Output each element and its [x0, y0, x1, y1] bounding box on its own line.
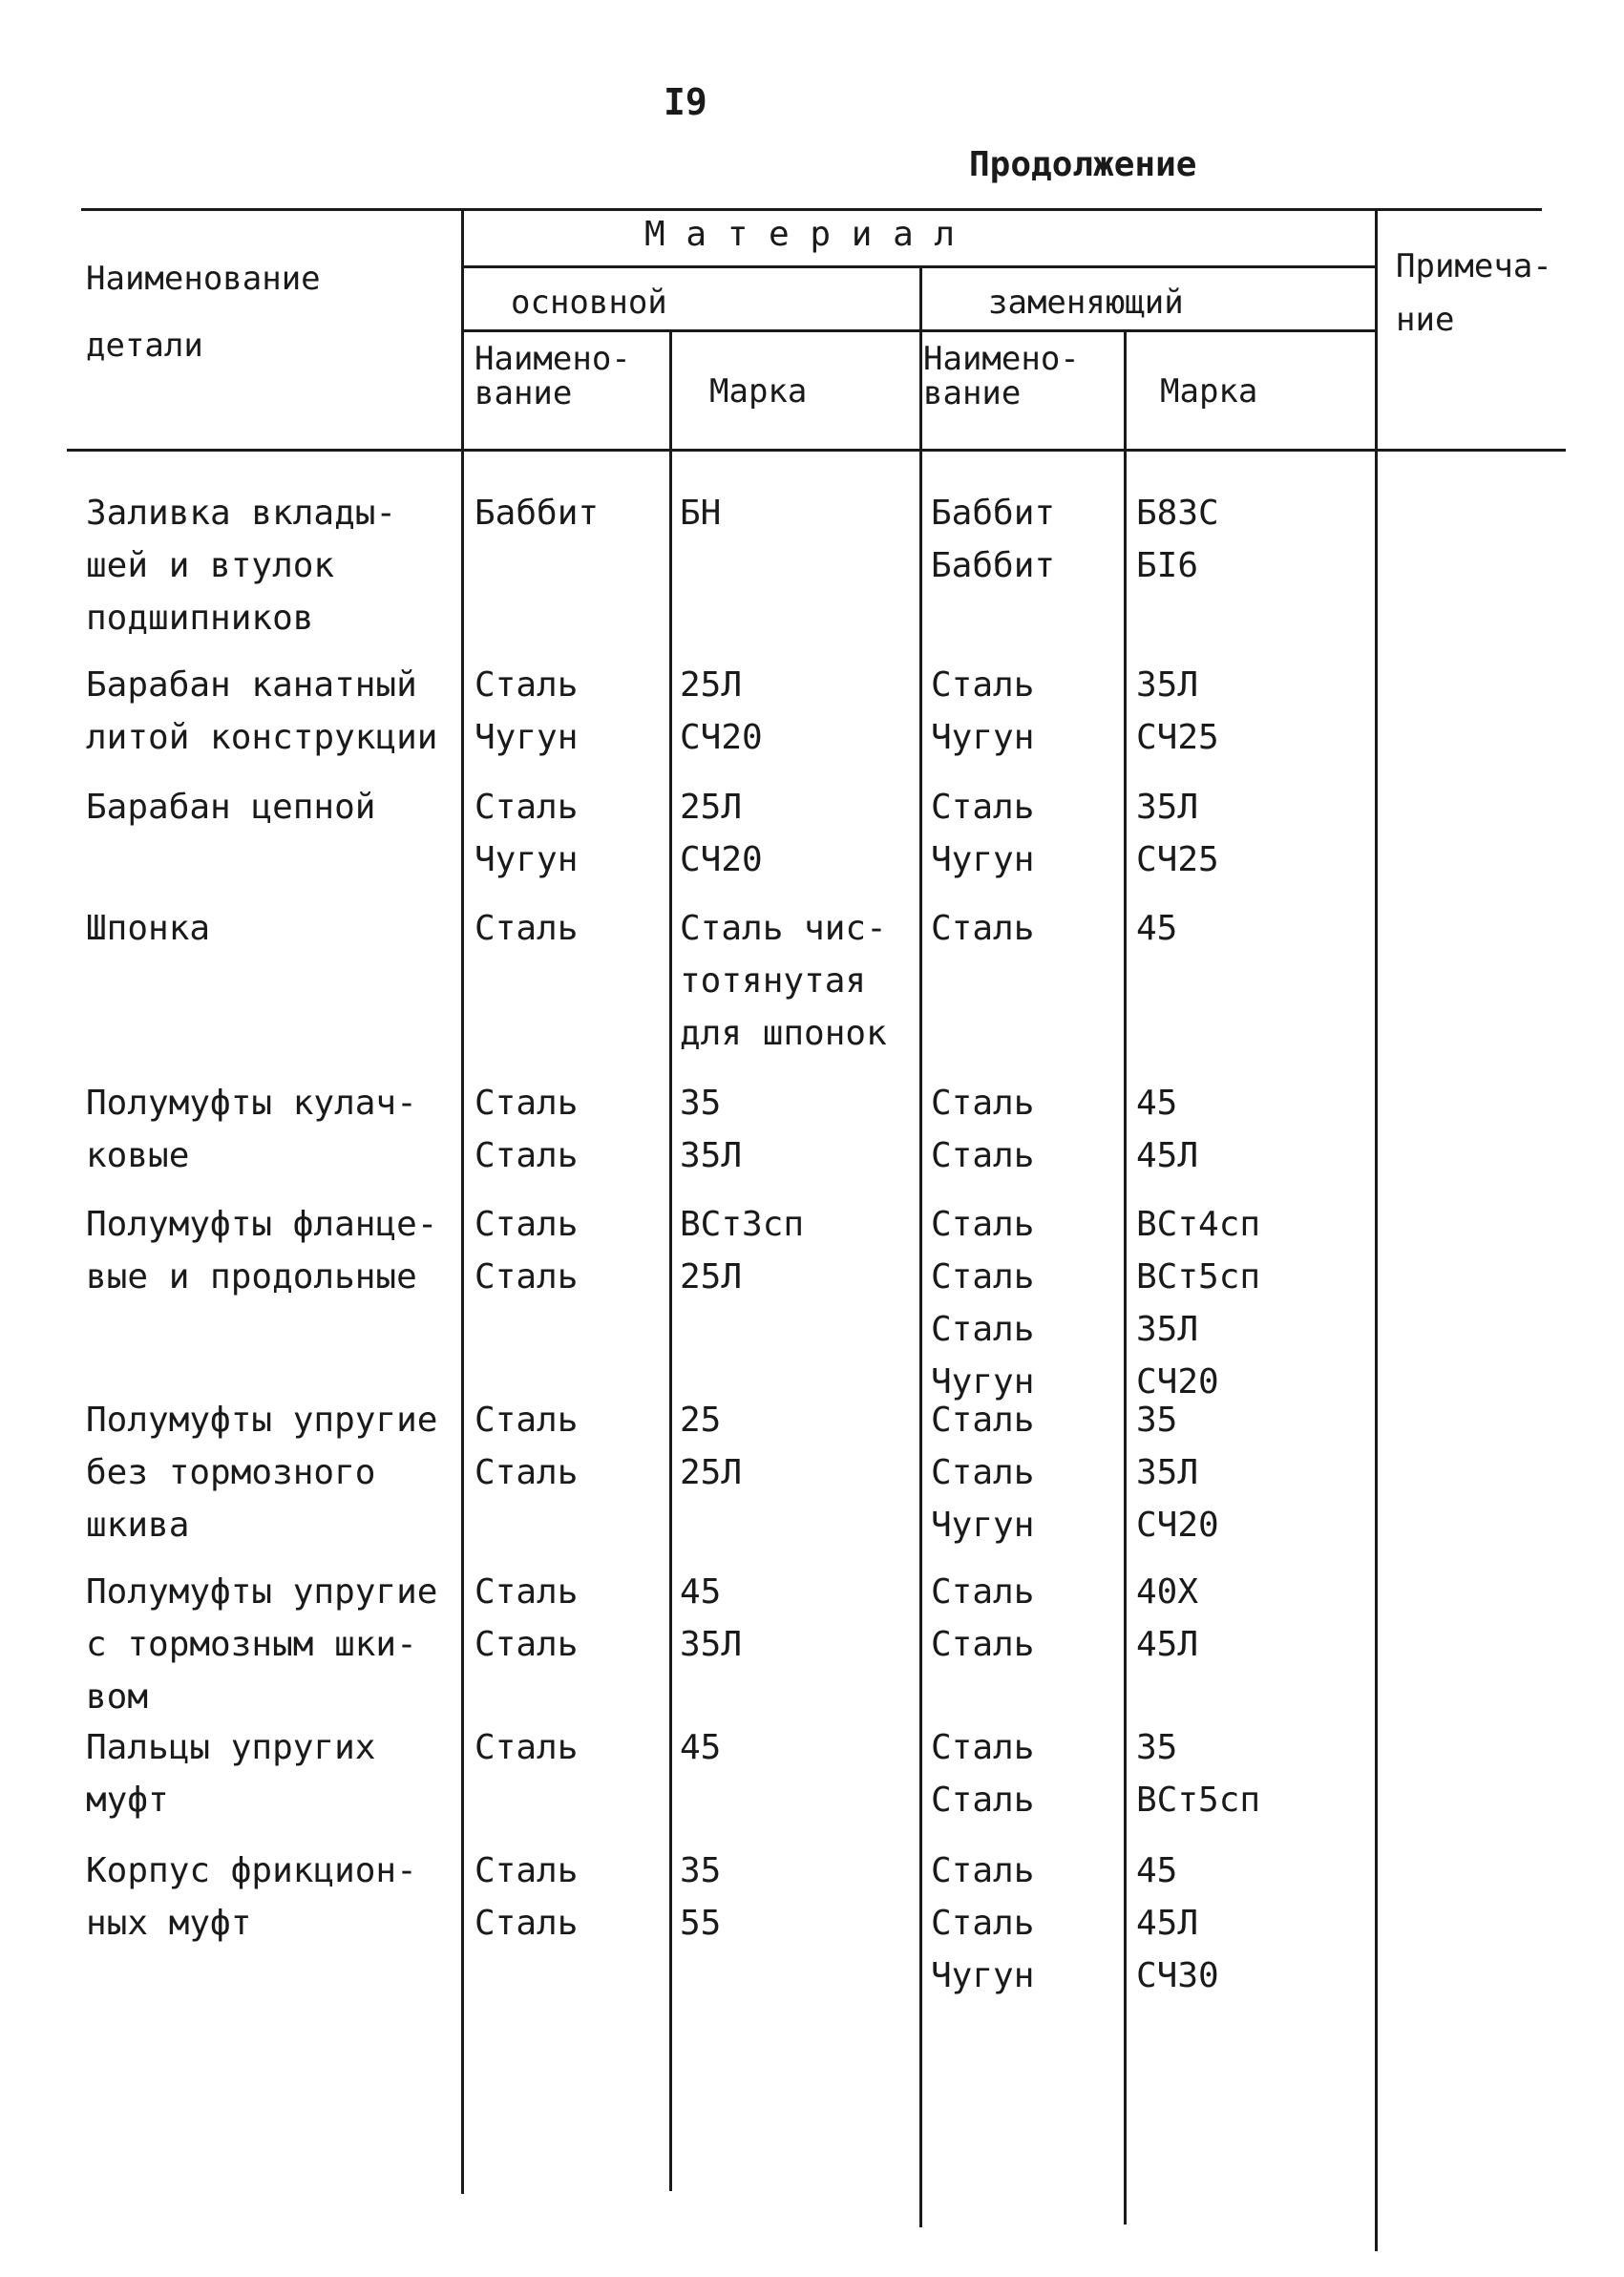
substitute-material-grade: СЧ20: [1136, 1506, 1219, 1545]
substitute-material-grade: 35: [1136, 1401, 1178, 1440]
basic-material-name: Чугун: [475, 840, 579, 879]
substitute-material-name: Сталь: [931, 1728, 1035, 1767]
part-name: Полумуфты упругие: [86, 1401, 438, 1440]
substitute-material-name: Сталь: [931, 1136, 1035, 1175]
table-top-rule: [81, 208, 1542, 211]
substitute-material-name: Чугун: [931, 840, 1035, 879]
basic-material-name: Сталь: [475, 1401, 579, 1440]
basic-material-name: Сталь: [475, 1136, 579, 1175]
part-name: Пальцы упругих: [86, 1728, 376, 1767]
page-number: I9: [664, 81, 707, 123]
part-name: Корпус фрикцион-: [86, 1851, 417, 1890]
basic-material-grade: 35: [680, 1084, 722, 1123]
substitute-material-grade: ВСт5сп: [1136, 1257, 1261, 1297]
basic-material-grade: 35: [680, 1851, 722, 1890]
substitute-material-name: Сталь: [931, 1904, 1035, 1943]
substitute-material-grade: 35Л: [1136, 665, 1199, 705]
header-basic-name-1: Наимено-: [475, 340, 631, 378]
substitute-material-name: Сталь: [931, 1851, 1035, 1890]
basic-material-name: Сталь: [475, 1625, 579, 1664]
basic-material-name: Сталь: [475, 1257, 579, 1297]
part-name: шей и втулок: [86, 546, 335, 585]
basic-material-name: Сталь: [475, 1851, 579, 1890]
basic-material-grade: 25: [680, 1401, 722, 1440]
substitute-material-name: Чугун: [931, 1362, 1035, 1402]
basic-material-grade: 45: [680, 1572, 722, 1612]
part-name: Барабан канатный: [86, 665, 417, 705]
basic-material-grade: ВСт3сп: [680, 1205, 805, 1244]
substitute-material-grade: 45Л: [1136, 1136, 1199, 1175]
substitute-material-grade: 45Л: [1136, 1625, 1199, 1664]
header-note-1: Примеча-: [1396, 247, 1552, 285]
part-name: Полумуфты кулач-: [86, 1084, 417, 1123]
column-divider-5: [1375, 208, 1378, 2251]
substitute-material-grade: 45: [1136, 909, 1178, 948]
substitute-material-grade: 35Л: [1136, 1310, 1199, 1349]
basic-material-name: Сталь: [475, 1453, 579, 1492]
substitute-material-grade: СЧ25: [1136, 840, 1219, 879]
basic-material-name: Сталь: [475, 665, 579, 705]
basic-material-grade: 55: [680, 1904, 722, 1943]
substitute-material-grade: СЧ20: [1136, 1362, 1219, 1402]
part-name: Барабан цепной: [86, 788, 376, 827]
part-name: Полумуфты фланце-: [86, 1205, 438, 1244]
part-name: ных муфт: [86, 1904, 252, 1943]
basic-material-grade: 35Л: [680, 1136, 743, 1175]
header-note-2: ние: [1396, 301, 1455, 339]
basic-material-grade: 35Л: [680, 1625, 743, 1664]
part-name: вом: [86, 1677, 149, 1717]
substitute-material-name: Баббит: [931, 546, 1056, 585]
substitute-material-grade: 35: [1136, 1728, 1178, 1767]
substitute-material-name: Сталь: [931, 1572, 1035, 1612]
continuation-label: Продолжение: [969, 145, 1197, 184]
substitute-material-grade: 45: [1136, 1851, 1178, 1890]
basic-material-grade: 25Л: [680, 788, 743, 827]
substitute-material-grade: 45Л: [1136, 1904, 1199, 1943]
part-name: с тормозным шки-: [86, 1625, 417, 1664]
substitute-material-name: Сталь: [931, 1205, 1035, 1244]
basic-material-name: Сталь: [475, 1084, 579, 1123]
column-divider-3: [919, 265, 922, 2227]
substitute-material-grade: 35Л: [1136, 788, 1199, 827]
substitute-material-name: Чугун: [931, 1506, 1035, 1545]
basic-material-grade: СЧ20: [680, 718, 763, 757]
basic-material-name: Сталь: [475, 909, 579, 948]
column-divider-4: [1124, 329, 1127, 2224]
basic-material-name: Сталь: [475, 1572, 579, 1612]
substitute-material-name: Сталь: [931, 788, 1035, 827]
basic-material-grade: 25Л: [680, 1453, 743, 1492]
basic-material-grade: Сталь чис-: [680, 909, 887, 948]
header-sub-name-1: Наимено-: [923, 340, 1080, 378]
part-name: шкива: [86, 1506, 190, 1545]
substitute-material-grade: СЧ30: [1136, 1956, 1219, 1995]
part-name: Полумуфты упругие: [86, 1572, 438, 1612]
substitute-material-name: Сталь: [931, 909, 1035, 948]
basic-material-grade: БН: [680, 494, 722, 533]
header-material: М а т е р и а л: [644, 215, 956, 254]
basic-material-name: Баббит: [475, 494, 600, 533]
substitute-material-grade: ВСт4сп: [1136, 1205, 1261, 1244]
basic-material-grade: 25Л: [680, 1257, 743, 1297]
substitute-material-name: Сталь: [931, 1084, 1035, 1123]
part-name: вые и продольные: [86, 1257, 417, 1297]
substitute-material-grade: БI6: [1136, 546, 1199, 585]
substitute-material-grade: СЧ25: [1136, 718, 1219, 757]
basic-material-grade: для шпонок: [680, 1014, 887, 1053]
part-name: подшипников: [86, 599, 314, 638]
header-substitute: заменяющий: [988, 284, 1184, 322]
substitute-material-name: Чугун: [931, 1956, 1035, 1995]
substitute-material-grade: 45: [1136, 1084, 1178, 1123]
header-sub-name-2: вание: [923, 374, 1022, 412]
substitute-material-grade: ВСт5сп: [1136, 1781, 1261, 1820]
basic-material-grade: СЧ20: [680, 840, 763, 879]
part-name: Заливка вклады-: [86, 494, 397, 533]
substitute-material-name: Сталь: [931, 1781, 1035, 1820]
part-name: муфт: [86, 1781, 169, 1820]
column-divider-2: [669, 329, 672, 2191]
substitute-material-grade: Б83С: [1136, 494, 1219, 533]
substitute-material-name: Баббит: [931, 494, 1056, 533]
basic-material-name: Сталь: [475, 1205, 579, 1244]
header-part-name-1: Наименование: [86, 260, 321, 298]
basic-material-grade: 25Л: [680, 665, 743, 705]
substitute-material-name: Сталь: [931, 1257, 1035, 1297]
part-name: ковые: [86, 1136, 190, 1175]
substitute-material-name: Сталь: [931, 1625, 1035, 1664]
basic-material-name: Чугун: [475, 718, 579, 757]
substitute-material-grade: 35Л: [1136, 1453, 1199, 1492]
column-divider-1: [461, 208, 464, 2194]
header-bottom-rule: [67, 449, 1566, 452]
header-part-name-2: детали: [86, 327, 203, 365]
basic-material-name: Сталь: [475, 788, 579, 827]
header-sub-grade: Марка: [1160, 372, 1258, 411]
basic-material-grade: 45: [680, 1728, 722, 1767]
basic-material-name: Сталь: [475, 1904, 579, 1943]
header-basic-name-2: вание: [475, 374, 573, 412]
substitute-material-name: Сталь: [931, 1310, 1035, 1349]
substitute-material-name: Чугун: [931, 718, 1035, 757]
basic-material-name: Сталь: [475, 1728, 579, 1767]
substitute-material-grade: 40Х: [1136, 1572, 1199, 1612]
part-name: литой конструкции: [86, 718, 438, 757]
header-basic-grade: Марка: [709, 372, 808, 411]
substitute-material-name: Сталь: [931, 665, 1035, 705]
part-name: Шпонка: [86, 909, 211, 948]
basic-material-grade: тотянутая: [680, 961, 867, 1001]
substitute-material-name: Сталь: [931, 1453, 1035, 1492]
part-name: без тормозного: [86, 1453, 376, 1492]
header-basic: основной: [511, 284, 667, 322]
substitute-material-name: Сталь: [931, 1401, 1035, 1440]
